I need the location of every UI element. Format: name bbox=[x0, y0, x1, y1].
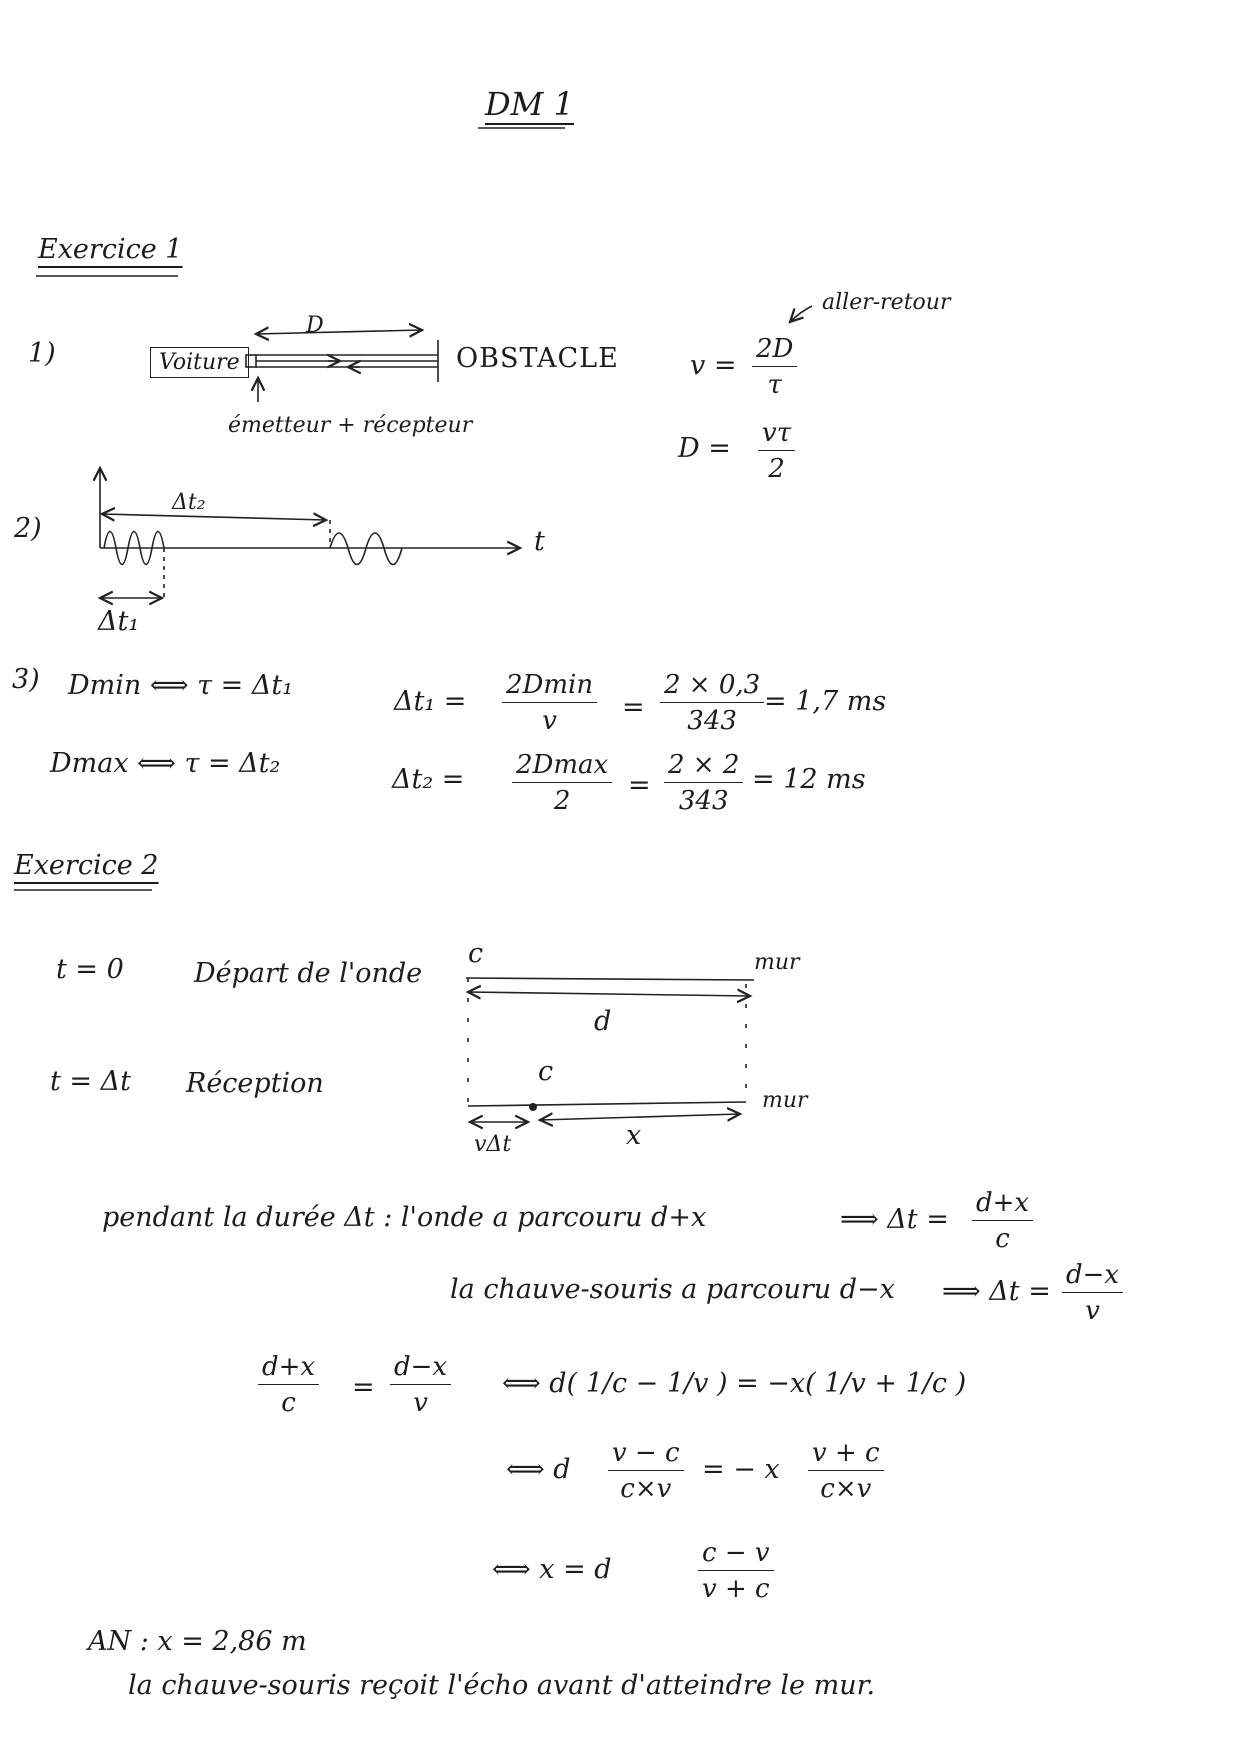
eq2-fraction-1 bbox=[608, 1440, 684, 1502]
dt1-den: v bbox=[542, 706, 557, 736]
emitter-label: émetteur + récepteur bbox=[228, 413, 473, 438]
dmin-condition: Dmin ⟺ τ = Δt₁ bbox=[68, 670, 294, 701]
d-den: 2 bbox=[768, 454, 785, 484]
dt1-lhs: Δt₁ = bbox=[394, 686, 467, 717]
eq2-den: c×v bbox=[620, 1474, 672, 1504]
mur-bottom-label: mur bbox=[762, 1088, 808, 1113]
v-num: 2D bbox=[752, 336, 797, 367]
q3-number: 3) bbox=[12, 664, 40, 695]
eq2-num2: v + c bbox=[808, 1440, 884, 1471]
dt2-num: 2Dmax bbox=[512, 752, 612, 783]
aller-retour-arrow bbox=[790, 306, 812, 322]
echo-pulse bbox=[330, 533, 402, 565]
page-title: DM 1 bbox=[485, 85, 574, 123]
t0-label: t = 0 bbox=[56, 954, 124, 985]
eq2-num: v − c bbox=[608, 1440, 684, 1471]
vdt-label: vΔt bbox=[474, 1132, 512, 1157]
v-fraction bbox=[752, 336, 797, 398]
dt2-fraction-1 bbox=[512, 752, 612, 814]
depart-label: Départ de l'onde bbox=[194, 958, 423, 989]
dt2-den2: 343 bbox=[678, 786, 729, 816]
d-arrow bbox=[468, 992, 750, 996]
dt2-lhs: Δt₂ = bbox=[392, 764, 465, 795]
dt1-fraction-2 bbox=[660, 672, 764, 734]
eq2-fraction-2 bbox=[808, 1440, 884, 1502]
exercise2-heading: Exercice 2 bbox=[14, 850, 159, 881]
exercise1-heading: Exercice 1 bbox=[38, 234, 183, 265]
dt2-den: 2 bbox=[553, 786, 571, 816]
line2-den: v bbox=[1085, 1296, 1100, 1326]
line1-num: d+x bbox=[972, 1190, 1033, 1221]
q1-number: 1) bbox=[28, 338, 56, 369]
dt1-label: Δt₁ bbox=[98, 606, 140, 637]
dt1-result: = 1,7 ms bbox=[764, 686, 887, 717]
car-box: Voiture bbox=[150, 347, 249, 378]
d-label: d bbox=[594, 1006, 612, 1037]
reception-label: Réception bbox=[186, 1068, 324, 1099]
distance-label: D bbox=[306, 313, 324, 338]
eq3-den: v + c bbox=[702, 1574, 770, 1604]
c-mid-label: c bbox=[538, 1056, 554, 1087]
dt2-arrow bbox=[102, 514, 326, 520]
line2-result: ⟹ Δt = bbox=[942, 1276, 1051, 1307]
eq1-den-right: v bbox=[413, 1388, 428, 1418]
mur-top-label: mur bbox=[754, 950, 800, 975]
eq2-lhs: ⟺ d bbox=[506, 1454, 571, 1485]
dt1-fraction-1 bbox=[502, 672, 597, 734]
dt2-label: Δt₂ bbox=[172, 490, 206, 515]
dt2-eq: = bbox=[628, 770, 651, 801]
dmax-condition: Dmax ⟺ τ = Δt₂ bbox=[50, 748, 281, 779]
eq1-num-right: d−x bbox=[390, 1354, 451, 1385]
line2-fraction bbox=[1062, 1262, 1123, 1324]
q2-signal-sketch bbox=[100, 468, 520, 600]
eq2-mid: = − x bbox=[702, 1454, 780, 1485]
numerical-application: AN : x = 2,86 m bbox=[88, 1626, 307, 1657]
v-den: τ bbox=[767, 370, 782, 400]
eq1-rhs: ⟺ d( 1/c − 1/v ) = −x( 1/v + 1/c ) bbox=[502, 1368, 967, 1399]
c-top-label: c bbox=[468, 938, 484, 969]
dt1-den2: 343 bbox=[687, 706, 737, 736]
eq1-fraction-right bbox=[390, 1354, 451, 1416]
d-lhs: D = bbox=[678, 433, 731, 464]
tdt-label: t = Δt bbox=[50, 1066, 131, 1097]
dt2-result: = 12 ms bbox=[752, 764, 866, 795]
t-axis-label: t bbox=[534, 526, 545, 557]
eq2-den2: c×v bbox=[820, 1474, 872, 1504]
top-line bbox=[466, 978, 754, 980]
dt1-eq: = bbox=[622, 692, 645, 723]
dt1-num2: 2 × 0,3 bbox=[660, 672, 764, 703]
obstacle-label: OBSTACLE bbox=[456, 343, 619, 374]
eq1-num-left: d+x bbox=[258, 1354, 319, 1385]
line1-den: c bbox=[995, 1224, 1010, 1254]
eq3-lhs: ⟺ x = d bbox=[492, 1554, 612, 1585]
eq3-num: c − v bbox=[698, 1540, 774, 1571]
distance-arrow bbox=[256, 330, 422, 334]
eq1-fraction-left bbox=[258, 1354, 319, 1416]
line1-fraction bbox=[972, 1190, 1033, 1252]
line2-num: d−x bbox=[1062, 1262, 1123, 1293]
reasoning-line-1: pendant la durée Δt : l'onde a parcouru d+x bbox=[102, 1202, 707, 1233]
dt2-fraction-2 bbox=[664, 752, 743, 814]
d-fraction bbox=[758, 420, 795, 482]
conclusion: la chauve-souris reçoit l'écho avant d'atteindre le mur. bbox=[128, 1670, 876, 1701]
bottom-line bbox=[468, 1102, 746, 1106]
emitted-pulse bbox=[104, 532, 164, 565]
dt2-num2: 2 × 2 bbox=[664, 752, 743, 783]
eq1-den-left: c bbox=[281, 1388, 296, 1418]
q2-number: 2) bbox=[14, 513, 42, 544]
x-label: x bbox=[626, 1120, 642, 1151]
line1-result: ⟹ Δt = bbox=[840, 1204, 949, 1235]
eq3-fraction bbox=[698, 1540, 774, 1602]
v-lhs: v = bbox=[690, 350, 737, 381]
dt1-num: 2Dmin bbox=[502, 672, 597, 703]
eq1-equals: = bbox=[352, 1372, 375, 1403]
bat-wall-sketch bbox=[466, 978, 754, 1122]
bat-position-dot bbox=[529, 1103, 537, 1111]
d-num: vτ bbox=[758, 420, 795, 451]
aller-retour-label: aller-retour bbox=[822, 290, 951, 315]
reasoning-line-2: la chauve-souris a parcouru d−x bbox=[450, 1274, 895, 1305]
